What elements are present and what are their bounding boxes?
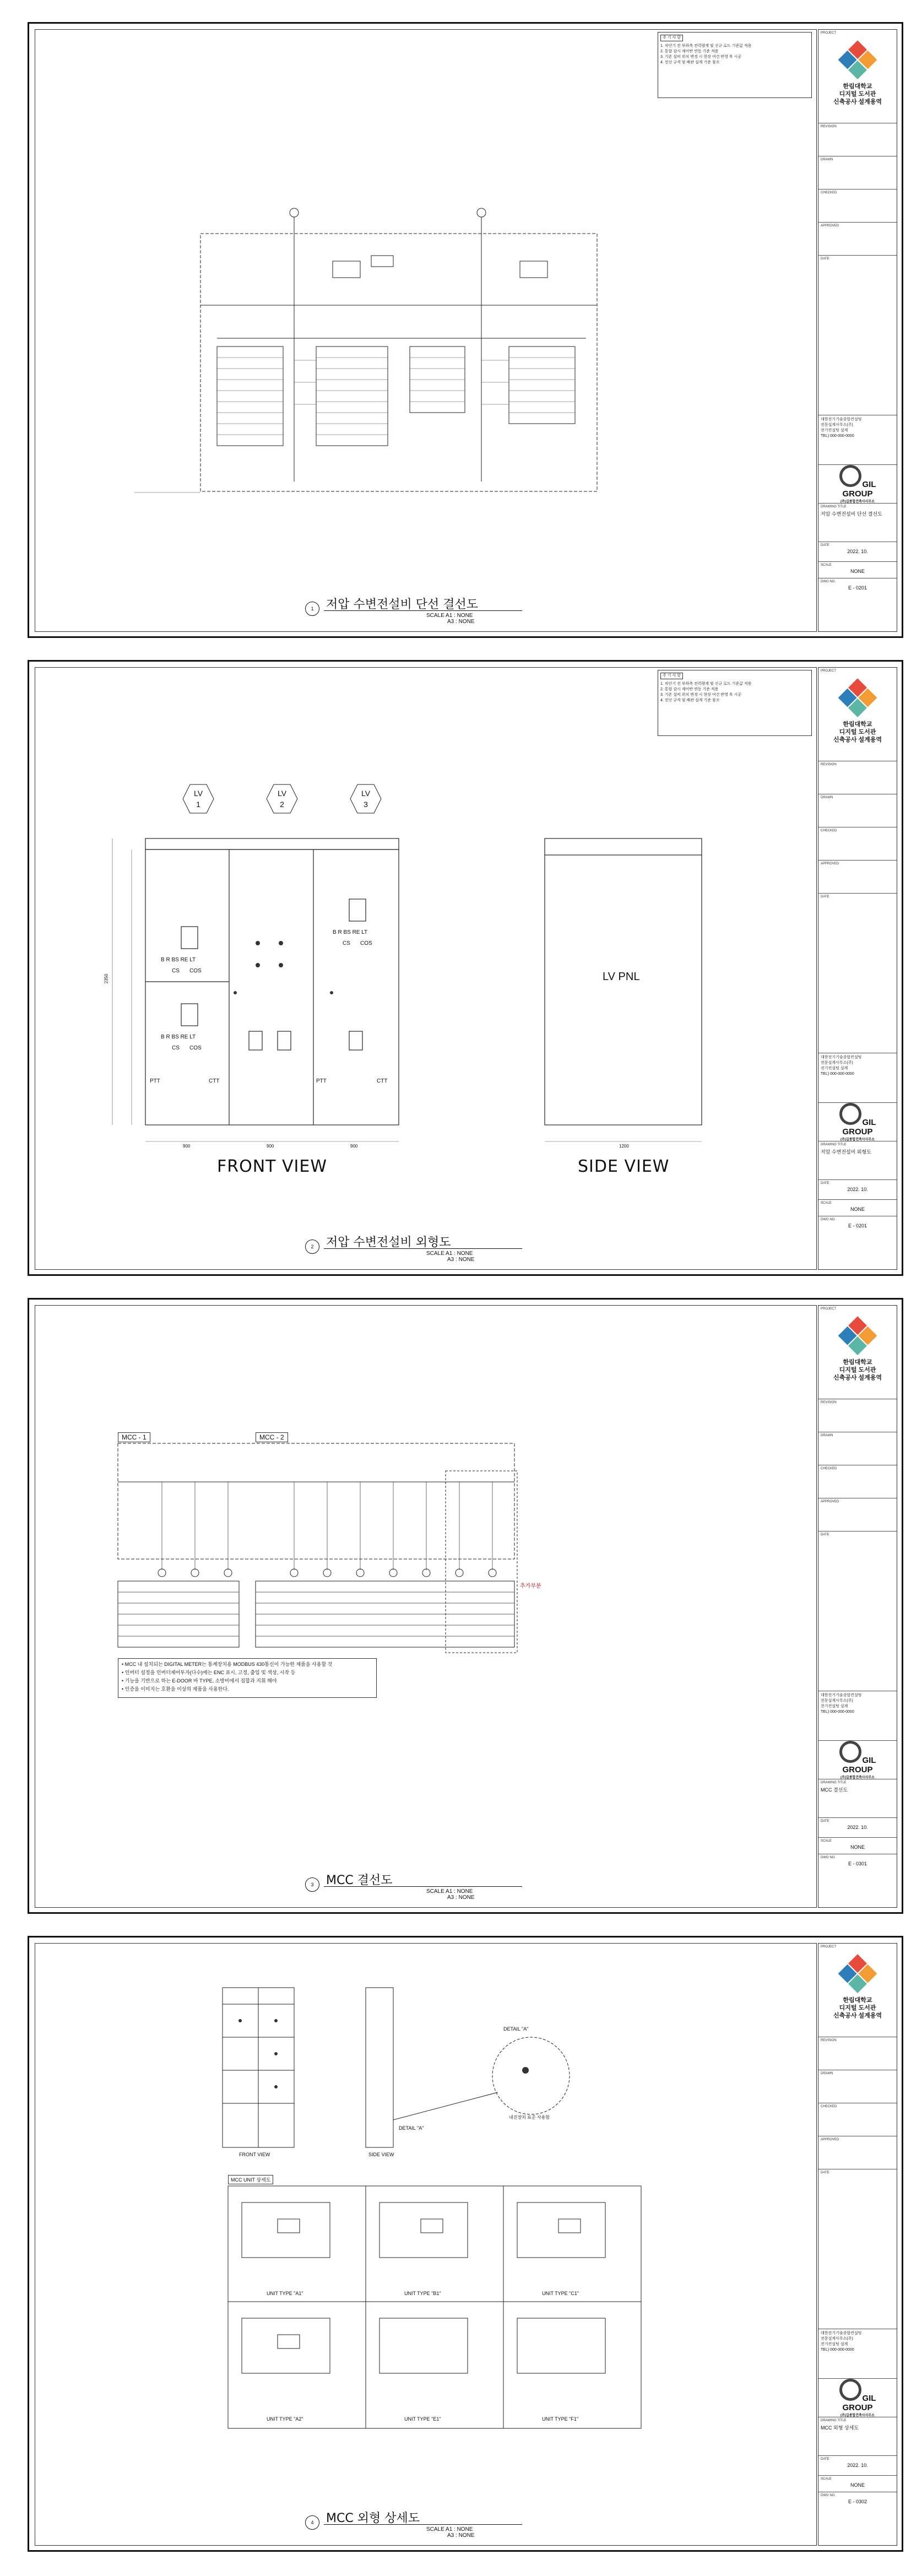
caption-title: 저압 수변전설비 외형도 — [326, 1236, 451, 1249]
university-logo-icon — [837, 678, 878, 719]
drawing-sheet-1 — [28, 22, 903, 638]
note-line: 4. 전선 규격 및 배관 설계 기준 참조 — [660, 61, 720, 64]
mcc-diagram — [35, 1306, 817, 1908]
gil-logo-icon — [839, 2379, 861, 2401]
mcc-outline-drawing — [35, 1944, 817, 2546]
company-row: 대한전기기술종합컨설팅 전문설계사무소(주) 전기컨설팅 설계 TEL) 000-000-0000 — [818, 415, 897, 465]
drawing-area — [35, 29, 817, 632]
drawing-number: E - 0302 — [848, 2499, 867, 2504]
caption-underline — [324, 610, 522, 611]
university-name: 한림대학교 디지털 도서관 신축공사 설계용역 — [833, 83, 882, 105]
note-line: 3. 기존 설비 위치 변경 시 현장 여건 반영 후 시공 — [660, 55, 742, 59]
gil-logo-icon — [839, 1741, 861, 1763]
panel-tag-lv2: LV 2 — [265, 783, 299, 814]
single-line-diagram — [35, 30, 817, 632]
university-logo-icon — [837, 1954, 878, 1995]
title-block: PROJECT 한림대학교 디지털 도서관 신축공사 설계용역 REVISION DRAWN CHECKED APPROVED DATE 대한전기기술종합컨설팅 전문설계사무소(주) 전기컨설팅 설계 TEL) 000-000-0000 GIL GROUP (주)길종합건축사사무소 DRAWING TITLE 저압 수변전설비 단선 결선도 DATE 2022. 10. SCALE NONE DWG NO. E - 0201 — [818, 29, 897, 632]
drawing-sheet-3 — [28, 1298, 903, 1914]
drawing-title: 저압 수변전설비 단선 결선도 — [821, 511, 882, 517]
unit-type-label: UNIT TYPE "C1" — [542, 2291, 579, 2296]
side-view-label: SIDE VIEW — [368, 2152, 394, 2157]
unit-type-label: UNIT TYPE "B1" — [404, 2291, 441, 2296]
panel-tag-lv1: LV 1 — [182, 783, 215, 814]
gil-group-logo: GIL GROUP (주)길종합건축사사무소 — [818, 465, 897, 504]
gil-group-logo: GIL GROUP (주)길종합건축사사무소 — [818, 1103, 897, 1141]
drawing-number: E - 0201 — [848, 585, 867, 591]
title-block: PROJECT 한림대학교 디지털 도서관 신축공사 설계용역 REVISION DRAWN CHECKED APPROVED DATE 대한전기기술종합컨설팅 전문설계사무소(주) 전기컨설팅 설계 TEL) 000-000-0000 GIL GROUP (주)길종합건축사사무소 DRAWING TITLE MCC 결선도 DATE 2022. 10. SCALE NONE DWG NO. E - 0301 — [818, 1305, 897, 1908]
gil-logo-icon — [839, 465, 861, 487]
drawing-number: E - 0201 — [848, 1223, 867, 1229]
meter-labels: B R BS RE LT — [161, 1034, 196, 1040]
detail-note: 내진장치 표준 사용함 — [509, 2115, 550, 2120]
caption-scale: SCALE A1 : NONE A3 : NONE — [426, 613, 475, 625]
university-logo-icon — [837, 40, 878, 81]
gil-group-logo: GIL GROUP (주)길종합건축사사무소 — [818, 1741, 897, 1779]
unit-type-label: UNIT TYPE "A2" — [267, 2416, 303, 2422]
drawing-caption — [305, 592, 558, 625]
unit-type-label: UNIT TYPE "F1" — [542, 2416, 579, 2422]
drawing-area — [35, 1943, 817, 2546]
caption-number: 1 — [305, 602, 319, 616]
meter-labels: B R BS RE LT — [161, 957, 196, 963]
mcc-1-label: MCC - 1 — [118, 1432, 150, 1442]
side-view-label: SIDE VIEW — [578, 1157, 670, 1176]
side-view-panel-label: LV PNL — [603, 971, 640, 983]
note-line: 2. 통합 감시 제어반 연동 기준 적용 — [660, 50, 719, 53]
drawing-title: 저압 수변전설비 외형도 — [821, 1149, 871, 1155]
drawing-area — [35, 1305, 817, 1908]
caption-title: MCC 외형 상세도 — [326, 2512, 420, 2525]
gil-group-logo: GIL GROUP (주)길종합건축사사무소 — [818, 2379, 897, 2417]
drawing-sheet-4 — [28, 1936, 903, 2552]
drawing-area: 주 기 사 항 1. 차단기 전 부하측 전력량계 및 신규 로드 기준값 적용 2. 통합 감시 제어반 연동 기준 적용 3. 기존 설비 위치 변경 시 현장 여건 반영 후 시공 4. 전선 규격 및 배관 설계 기준 참조 LV 1 LV 2 LV 3 B R BS RE LT B R BS RE LT B R BS RE LT CS COS CS COS CS COS PTT CTT PTT CTT 900 900 900 1200 2350 LV PNL FRONT VIEW SIDE VIEW 2 저압 수변전설비 외형도 SCALE A1 : NONE A3 : NONE — [35, 667, 817, 1270]
project-row: PROJECT 한림대학교 디지털 도서관 신축공사 설계용역 — [818, 30, 897, 123]
unit-type-label: UNIT TYPE "A1" — [267, 2291, 303, 2296]
detail-a-label: DETAIL "A" — [399, 2125, 424, 2131]
university-logo-icon — [837, 1316, 878, 1357]
drawing-sheet-2 — [28, 660, 903, 1276]
drawing-title: MCC 결선도 — [821, 1787, 848, 1793]
title-block: PROJECT 한림대학교 디지털 도서관 신축공사 설계용역 REVISION DRAWN CHECKED APPROVED DATE 대한전기기술종합컨설팅 전문설계사무소(주) 전기컨설팅 설계 TEL) 000-000-0000 GIL GROUP (주)길종합건축사사무소 DRAWING TITLE MCC 외형 상세도 DATE 2022. 10. SCALE NONE DWG NO. E - 0302 — [818, 1943, 897, 2546]
front-view-drawing — [35, 668, 817, 1270]
mcc-notes: • MCC 내 설치되는 DIGITAL METER는 통계장치용 MODBUS 430통신이 가능한 제품을 사용할 것 • 인버터 설정을 인버터제어투자(다수)에는 ENC 표시, 고정, 출입 및 색상, 시작 등 • 기능을 기반으로 하는 E-DOOR 바 TYPE, 소방비에서 집합과 지휘 해야 • 인증을 이미지는 호환을 이상의 제품을 사용한다. — [118, 1658, 377, 1698]
notes-title: 주 기 사 항 — [660, 35, 683, 41]
extra-part-label: 추가부분 — [520, 1583, 541, 1589]
detail-a-label: DETAIL "A" — [503, 2026, 529, 2032]
meter-labels: B R BS RE LT — [333, 929, 368, 935]
panel-tag-lv3: LV 3 — [349, 783, 382, 814]
notes-box: 주 기 사 항 1. 차단기 전 부하측 전력량계 및 신규 로드 기준값 적용 2. 통합 감시 제어반 연동 기준 적용 3. 기존 설비 위치 변경 시 현장 여건 반영 후 시공 4. 전선 규격 및 배관 설계 기준 참조 — [658, 670, 812, 736]
drawing-caption: 3 MCC 결선도 SCALE A1 : NONE A3 : NONE — [305, 1868, 558, 1901]
front-view-label: FRONT VIEW — [217, 1157, 328, 1176]
unit-detail-label: MCC UNIT 상세도 — [228, 2175, 273, 2184]
mcc-2-label: MCC - 2 — [256, 1432, 288, 1442]
caption-title: 저압 수변전설비 단선 결선도 — [326, 598, 479, 611]
drawing-caption: 4 MCC 외형 상세도 SCALE A1 : NONE A3 : NONE — [305, 2505, 558, 2539]
caption-title: MCC 결선도 — [326, 1874, 393, 1887]
drawing-title: MCC 외형 상세도 — [821, 2425, 859, 2431]
drawing-caption: 2 저압 수변전설비 외형도 SCALE A1 : NONE A3 : NONE — [305, 1230, 558, 1263]
unit-type-label: UNIT TYPE "E1" — [404, 2416, 441, 2422]
gil-logo-icon — [839, 1103, 861, 1125]
title-block: PROJECT 한림대학교 디지털 도서관 신축공사 설계용역 REVISION DRAWN CHECKED APPROVED DATE 대한전기기술종합컨설팅 전문설계사무소(주) 전기컨설팅 설계 TEL) 000-000-0000 GIL GROUP (주)길종합건축사사무소 DRAWING TITLE 저압 수변전설비 외형도 DATE 2022. 10. SCALE NONE DWG NO. E - 0201 — [818, 667, 897, 1270]
drawing-number: E - 0301 — [848, 1861, 867, 1866]
note-line: 1. 차단기 전 부하측 전력량계 및 신규 로드 기준값 적용 — [660, 44, 752, 48]
front-view-label: FRONT VIEW — [239, 2152, 270, 2157]
